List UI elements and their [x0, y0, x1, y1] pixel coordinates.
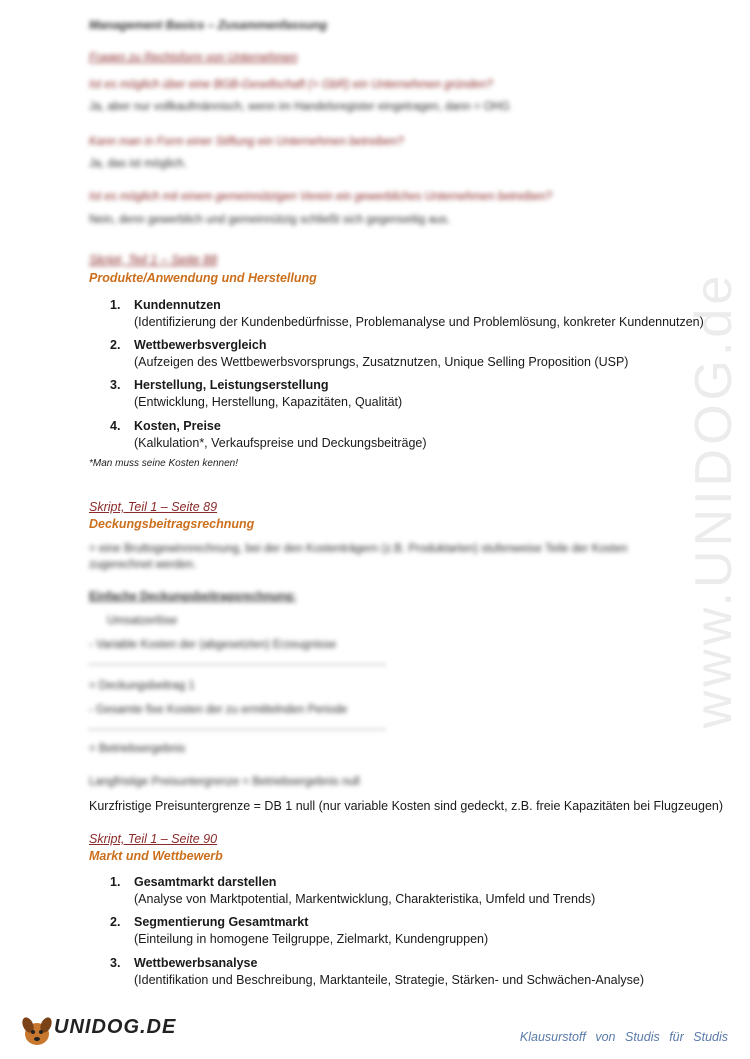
- unidog-logo: [18, 1010, 177, 1050]
- item-number: 3.: [110, 378, 121, 392]
- calc-line: = Betriebsergebnis: [89, 743, 186, 755]
- rechtsform-heading: Fragen zu Rechtsform von Unternehmen: [89, 52, 298, 64]
- divider: [89, 664, 385, 665]
- item-description: (Einteilung in homogene Teilgruppe, Zielmarkt, Kundengruppen): [134, 932, 489, 946]
- item-description: (Identifikation und Beschreibung, Marktanteile, Strategie, Stärken- und Schwächen-Analyse): [134, 973, 645, 987]
- footnote: *Man muss seine Kosten kennen!: [89, 458, 238, 469]
- dog-icon: [18, 1010, 58, 1050]
- item-number: 3.: [110, 956, 121, 970]
- question-1: Ist es möglich über eine BGB-Gesellschaft (= GbR) ein Unternehmen gründen?: [89, 79, 493, 91]
- item-description: (Kalkulation*, Verkaufspreise und Deckungsbeiträge): [134, 436, 427, 450]
- question-2: Kann man in Form einer Stiftung ein Unternehmen betreiben?: [89, 136, 404, 148]
- section3-ref: Skript, Teil 1 – Seite 90: [89, 832, 218, 846]
- section2-ref: Skript, Teil 1 – Seite 89: [89, 500, 218, 514]
- section1-title: Produkte/Anwendung und Herstellung: [89, 271, 317, 285]
- section1-ref: Skript, Teil 1 – Seite 88: [89, 253, 218, 267]
- item-title: Segmentierung Gesamtmarkt: [134, 915, 309, 929]
- divider: [89, 729, 385, 730]
- section2-intro-continued: zugerechnet werden.: [89, 559, 197, 571]
- item-number: 1.: [110, 875, 121, 889]
- section3-title: Markt und Wettbewerb: [89, 849, 223, 863]
- question-3: Ist es möglich mit einem gemeinnützigen Verein ein gewerbliches Unternehmen betreiben?: [89, 191, 553, 203]
- item-number: 1.: [110, 298, 121, 312]
- document-title: Management Basics – Zusammenfassung: [89, 18, 328, 32]
- footer-tagline: Klausurstoff von Studis für Studis: [519, 1030, 728, 1044]
- item-number: 2.: [110, 915, 121, 929]
- calc-line: Umsatzerlöse: [107, 615, 178, 627]
- item-title: Kosten, Preise: [134, 419, 221, 433]
- logo-text: UNIDOG.DE: [54, 1016, 177, 1038]
- calc-line: = Deckungsbeitrag 1: [89, 680, 195, 692]
- short-term-price-floor: Kurzfristige Preisuntergrenze = DB 1 null (nur variable Kosten sind gedeckt, z.B. freie Kapazitäten bei Flugzeugen): [89, 799, 724, 813]
- item-title: Wettbewerbsanalyse: [134, 956, 258, 970]
- answer-1: Ja, aber nur vollkaufmännisch, wenn im Handelsregister eingetragen, dann = OHG: [89, 101, 510, 113]
- item-description: (Entwicklung, Herstellung, Kapazitäten, Qualität): [134, 395, 403, 409]
- item-number: 2.: [110, 338, 121, 352]
- item-number: 4.: [110, 419, 121, 433]
- watermark: www.UNIDOG.de: [685, 271, 743, 729]
- section2-intro: = eine Bruttogewinnrechnung, bei der den Kostenträgern (z.B. Produktarten) stufenweise Teile der Kosten: [89, 543, 628, 555]
- long-term-price-floor: Langfristige Preisuntergrenze = Betriebsergebnis null: [89, 776, 360, 788]
- calc-line: - Variable Kosten der (abgesetzten) Erzeugnisse: [89, 639, 337, 651]
- calc-line: - Gesamte fixe Kosten der zu ermittelnden Periode: [89, 704, 348, 716]
- item-title: Wettbewerbsvergleich: [134, 338, 267, 352]
- item-description: (Aufzeigen des Wettbewerbsvorsprungs, Zusatznutzen, Unique Selling Proposition (USP): [134, 355, 629, 369]
- answer-3: Nein, denn gewerblich und gemeinnützig schließt sich gegenseitig aus.: [89, 214, 451, 226]
- answer-2: Ja, das ist möglich.: [89, 158, 187, 170]
- calc-heading: Einfache Deckungsbeitragsrechnung:: [89, 591, 297, 603]
- item-description: (Identifizierung der Kundenbedürfnisse, Problemanalyse und Problemlösung, konkreter Kundennutzen): [134, 315, 704, 329]
- item-title: Kundennutzen: [134, 298, 221, 312]
- item-title: Gesamtmarkt darstellen: [134, 875, 277, 889]
- item-description: (Analyse von Marktpotential, Markentwicklung, Charakteristika, Umfeld und Trends): [134, 892, 596, 906]
- section2-title: Deckungsbeitragsrechnung: [89, 517, 255, 531]
- item-title: Herstellung, Leistungserstellung: [134, 378, 329, 392]
